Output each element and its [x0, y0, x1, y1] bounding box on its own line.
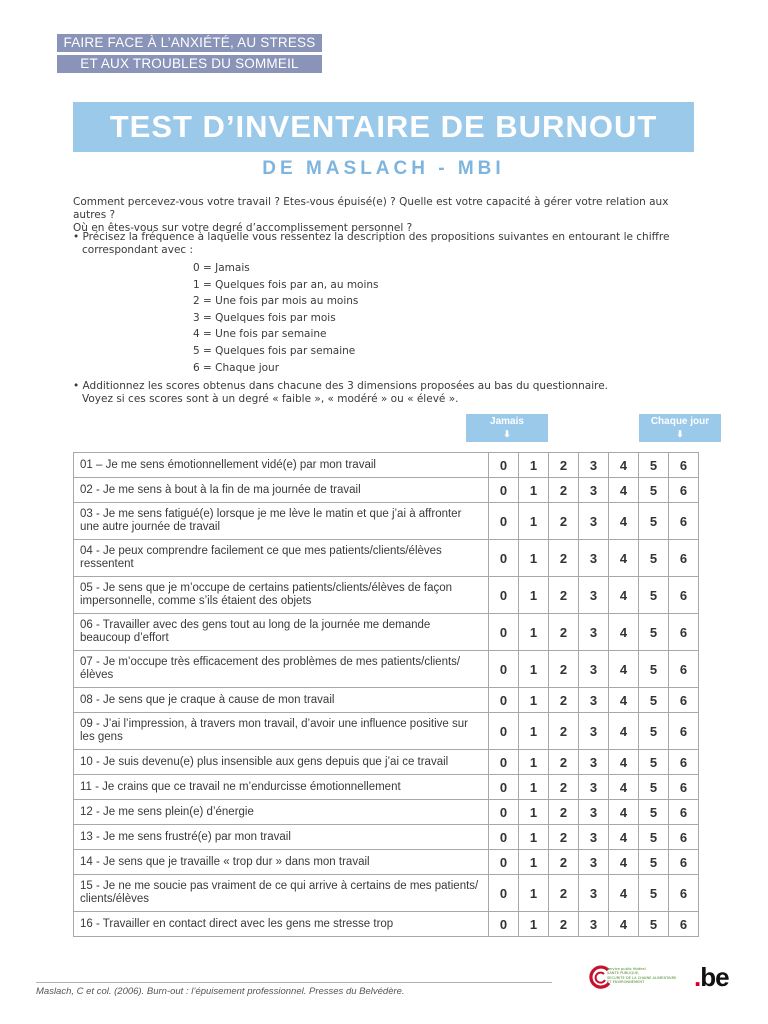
score-option-4[interactable]: 4: [609, 478, 639, 503]
score-option-3[interactable]: 3: [579, 478, 609, 503]
score-option-6[interactable]: 6: [669, 540, 699, 577]
question-row: [74, 875, 699, 912]
score-option-0[interactable]: 0: [489, 577, 519, 614]
score-option-1[interactable]: 1: [519, 614, 549, 651]
instruction-bullet-1-line-2: correspondant avec :: [82, 244, 194, 256]
score-option-1[interactable]: 1: [519, 713, 549, 750]
score-option-2[interactable]: 2: [549, 713, 579, 750]
intro-text: [73, 196, 698, 235]
score-option-5[interactable]: 5: [639, 688, 669, 713]
score-option-1[interactable]: 1: [519, 800, 549, 825]
score-option-2[interactable]: 2: [549, 577, 579, 614]
score-option-0[interactable]: 0: [489, 688, 519, 713]
score-option-5[interactable]: 5: [639, 614, 669, 651]
score-option-6[interactable]: 6: [669, 688, 699, 713]
score-option-3[interactable]: 3: [579, 912, 609, 937]
question-text: 06 - Travailler avec des gens tout au long de la journée me demande beaucoup d’effort: [74, 614, 489, 651]
arrow-down-icon: ⬇: [676, 429, 684, 439]
question-text: 07 - Je m’occupe très efficacement des problèmes de mes patients/clients/ élèves: [74, 651, 489, 688]
frequency-scale-legend: [193, 260, 379, 376]
question-text: 11 - Je crains que ce travail ne m’endurcisse émotionnellement: [74, 775, 489, 800]
spf-logo-line: ET ENVIRONNEMENT: [607, 979, 645, 984]
score-option-0[interactable]: 0: [489, 775, 519, 800]
score-option-1[interactable]: 1: [519, 651, 549, 688]
score-option-5[interactable]: 5: [639, 478, 669, 503]
score-option-0[interactable]: 0: [489, 478, 519, 503]
question-row: [74, 688, 699, 713]
score-option-2[interactable]: 2: [549, 453, 579, 478]
question-row: [74, 825, 699, 850]
score-option-0[interactable]: 0: [489, 614, 519, 651]
question-text: 14 - Je sens que je travaille « trop dur » dans mon travail: [74, 850, 489, 875]
question-text: 08 - Je sens que je craque à cause de mon travail: [74, 688, 489, 713]
question-text: 04 - Je peux comprendre facilement ce que mes patients/clients/élèves ressentent: [74, 540, 489, 577]
spf-logo-text: [607, 967, 676, 984]
score-option-1[interactable]: 1: [519, 875, 549, 912]
question-row: [74, 651, 699, 688]
instruction-bullet-2: [73, 380, 693, 406]
question-text: 10 - Je suis devenu(e) plus insensible aux gens depuis que j’ai ce travail: [74, 750, 489, 775]
header-chaque-jour-label: Chaque jour: [650, 416, 710, 427]
scale-item: 2 = Une fois par mois au moins: [193, 295, 359, 308]
score-option-4[interactable]: 4: [609, 750, 639, 775]
question-row: [74, 577, 699, 614]
score-option-5[interactable]: 5: [639, 651, 669, 688]
score-option-4[interactable]: 4: [609, 688, 639, 713]
score-option-4[interactable]: 4: [609, 825, 639, 850]
score-option-2[interactable]: 2: [549, 688, 579, 713]
score-option-5[interactable]: 5: [639, 850, 669, 875]
score-option-0[interactable]: 0: [489, 453, 519, 478]
score-option-3[interactable]: 3: [579, 750, 609, 775]
score-option-2[interactable]: 2: [549, 850, 579, 875]
question-row: [74, 850, 699, 875]
score-option-5[interactable]: 5: [639, 453, 669, 478]
score-option-3[interactable]: 3: [579, 825, 609, 850]
score-option-2[interactable]: 2: [549, 614, 579, 651]
score-option-0[interactable]: 0: [489, 651, 519, 688]
score-option-3[interactable]: 3: [579, 651, 609, 688]
score-option-2[interactable]: 2: [549, 478, 579, 503]
score-option-2[interactable]: 2: [549, 800, 579, 825]
page-subtitle: DE MASLACH - MBI: [262, 158, 505, 179]
question-text: 15 - Je ne me soucie pas vraiment de ce qui arrive à certains de mes patients/ clients/élèves: [74, 875, 489, 912]
score-option-0[interactable]: 0: [489, 800, 519, 825]
scale-item: 3 = Quelques fois par mois: [193, 311, 336, 324]
header-jamais-label: Jamais: [490, 416, 524, 427]
score-option-0[interactable]: 0: [489, 713, 519, 750]
question-text: 03 - Je me sens fatigué(e) lorsque je me lève le matin et que j’ai à affronter une autre journée de travail: [74, 503, 489, 540]
score-option-6[interactable]: 6: [669, 503, 699, 540]
score-option-3[interactable]: 3: [579, 800, 609, 825]
score-option-2[interactable]: 2: [549, 875, 579, 912]
spf-sante-publique-logo: [588, 963, 678, 997]
score-option-6[interactable]: 6: [669, 800, 699, 825]
score-option-3[interactable]: 3: [579, 850, 609, 875]
score-option-2[interactable]: 2: [549, 503, 579, 540]
section-band-line2: ET AUX TROUBLES DU SOMMEIL: [57, 55, 322, 73]
score-option-1[interactable]: 1: [519, 750, 549, 775]
score-option-2[interactable]: 2: [549, 750, 579, 775]
score-option-5[interactable]: 5: [639, 713, 669, 750]
score-option-0[interactable]: 0: [489, 503, 519, 540]
score-option-1[interactable]: 1: [519, 912, 549, 937]
score-option-4[interactable]: 4: [609, 800, 639, 825]
score-option-4[interactable]: 4: [609, 614, 639, 651]
question-row: [74, 750, 699, 775]
score-option-5[interactable]: 5: [639, 800, 669, 825]
question-text: 13 - Je me sens frustré(e) par mon travail: [74, 825, 489, 850]
instruction-bullet-2-line-1: • Additionnez les scores obtenus dans chacune des 3 dimensions proposées au bas du questionnaire.: [73, 380, 609, 392]
questionnaire-table: [73, 452, 699, 937]
instruction-bullet-1-line-1: • Précisez la fréquence à laquelle vous ressentez la description des propositions suivantes en entourant le chiffre: [73, 231, 670, 243]
score-option-5[interactable]: 5: [639, 825, 669, 850]
score-option-4[interactable]: 4: [609, 577, 639, 614]
score-option-6[interactable]: 6: [669, 651, 699, 688]
score-option-6[interactable]: 6: [669, 614, 699, 651]
score-option-5[interactable]: 5: [639, 775, 669, 800]
instruction-bullet-1: [73, 231, 683, 257]
score-option-6[interactable]: 6: [669, 912, 699, 937]
header-jamais-badge: [466, 414, 548, 442]
score-option-2[interactable]: 2: [549, 825, 579, 850]
score-option-6[interactable]: 6: [669, 850, 699, 875]
footer-citation: Maslach, C et col. (2006). Burn-out : l’épuisement professionnel. Presses du Belvédère.: [36, 986, 405, 997]
score-option-0[interactable]: 0: [489, 750, 519, 775]
score-option-0[interactable]: 0: [489, 875, 519, 912]
score-option-4[interactable]: 4: [609, 713, 639, 750]
score-option-0[interactable]: 0: [489, 912, 519, 937]
question-row: [74, 800, 699, 825]
score-option-1[interactable]: 1: [519, 503, 549, 540]
intro-line-1: Comment percevez-vous votre travail ? Etes-vous épuisé(e) ? Quelle est votre capacité à gérer votre relation aux autres ?: [73, 196, 669, 221]
be-logo-text: be: [700, 962, 729, 992]
page-title: TEST D’INVENTAIRE DE BURNOUT: [73, 102, 694, 152]
question-row: [74, 540, 699, 577]
score-option-4[interactable]: 4: [609, 453, 639, 478]
score-option-6[interactable]: 6: [669, 875, 699, 912]
question-row: [74, 453, 699, 478]
question-text: 16 - Travailler en contact direct avec les gens me stresse trop: [74, 912, 489, 937]
scale-item: 5 = Quelques fois par semaine: [193, 344, 356, 357]
score-option-3[interactable]: 3: [579, 875, 609, 912]
score-option-6[interactable]: 6: [669, 713, 699, 750]
score-option-3[interactable]: 3: [579, 453, 609, 478]
scale-item: 4 = Une fois par semaine: [193, 328, 327, 341]
instruction-bullet-2-line-2: Voyez si ces scores sont à un degré « faible », « modéré » ou « élevé ».: [82, 393, 459, 405]
score-option-2[interactable]: 2: [549, 651, 579, 688]
score-option-4[interactable]: 4: [609, 775, 639, 800]
question-text: 05 - Je sens que je m’occupe de certains patients/clients/élèves de façon impersonnelle, comme s’ils étaient des objets: [74, 577, 489, 614]
score-option-3[interactable]: 3: [579, 614, 609, 651]
score-option-5[interactable]: 5: [639, 577, 669, 614]
score-option-5[interactable]: 5: [639, 912, 669, 937]
score-option-1[interactable]: 1: [519, 540, 549, 577]
question-row: [74, 912, 699, 937]
score-option-3[interactable]: 3: [579, 540, 609, 577]
score-option-3[interactable]: 3: [579, 713, 609, 750]
score-option-5[interactable]: 5: [639, 540, 669, 577]
question-text: 12 - Je me sens plein(e) d’énergie: [74, 800, 489, 825]
spf-logo-line: SANTE PUBLIQUE,: [607, 971, 640, 976]
score-option-1[interactable]: 1: [519, 825, 549, 850]
score-option-2[interactable]: 2: [549, 775, 579, 800]
be-logo-dot: .: [694, 962, 701, 992]
score-option-3[interactable]: 3: [579, 503, 609, 540]
score-option-3[interactable]: 3: [579, 775, 609, 800]
score-option-1[interactable]: 1: [519, 577, 549, 614]
score-option-0[interactable]: 0: [489, 540, 519, 577]
section-band-line1: FAIRE FACE À L’ANXIÉTÉ, AU STRESS: [57, 34, 322, 52]
score-option-4[interactable]: 4: [609, 651, 639, 688]
score-option-4[interactable]: 4: [609, 912, 639, 937]
score-option-0[interactable]: 0: [489, 825, 519, 850]
footer-divider: [36, 982, 552, 983]
score-option-5[interactable]: 5: [639, 503, 669, 540]
belgium-be-logo: [694, 962, 729, 993]
question-row: [74, 478, 699, 503]
score-option-1[interactable]: 1: [519, 775, 549, 800]
score-option-5[interactable]: 5: [639, 750, 669, 775]
question-row: [74, 775, 699, 800]
spf-logo-line: SECURITE DE LA CHAINE ALIMENTAIRE: [607, 975, 677, 980]
question-row: [74, 503, 699, 540]
score-option-4[interactable]: 4: [609, 540, 639, 577]
score-option-3[interactable]: 3: [579, 688, 609, 713]
score-option-6[interactable]: 6: [669, 577, 699, 614]
question-text: 02 - Je me sens à bout à la fin de ma journée de travail: [74, 478, 489, 503]
score-option-2[interactable]: 2: [549, 912, 579, 937]
scale-item: 1 = Quelques fois par an, au moins: [193, 278, 379, 291]
question-text: 01 – Je me sens émotionnellement vidé(e) par mon travail: [74, 453, 489, 478]
score-option-1[interactable]: 1: [519, 478, 549, 503]
score-option-1[interactable]: 1: [519, 453, 549, 478]
score-option-6[interactable]: 6: [669, 453, 699, 478]
score-option-0[interactable]: 0: [489, 850, 519, 875]
question-text: 09 - J’ai l’impression, à travers mon travail, d’avoir une influence positive sur les gens: [74, 713, 489, 750]
score-option-1[interactable]: 1: [519, 850, 549, 875]
score-option-3[interactable]: 3: [579, 577, 609, 614]
score-option-4[interactable]: 4: [609, 850, 639, 875]
question-row: [74, 713, 699, 750]
question-row: [74, 614, 699, 651]
arrow-down-icon: ⬇: [503, 429, 511, 439]
score-option-6[interactable]: 6: [669, 775, 699, 800]
score-option-6[interactable]: 6: [669, 750, 699, 775]
score-option-6[interactable]: 6: [669, 825, 699, 850]
spf-logo-line: service public fédéral: [607, 967, 646, 971]
intro-line-2: Où en êtes-vous sur votre degré d’accomplissement personnel ?: [73, 222, 413, 234]
score-option-4[interactable]: 4: [609, 503, 639, 540]
scale-item: 6 = Chaque jour: [193, 361, 280, 374]
score-option-6[interactable]: 6: [669, 478, 699, 503]
score-option-5[interactable]: 5: [639, 875, 669, 912]
scale-item: 0 = Jamais: [193, 262, 250, 274]
score-option-2[interactable]: 2: [549, 540, 579, 577]
score-option-1[interactable]: 1: [519, 688, 549, 713]
score-option-4[interactable]: 4: [609, 875, 639, 912]
header-chaque-jour-badge: [639, 414, 721, 442]
